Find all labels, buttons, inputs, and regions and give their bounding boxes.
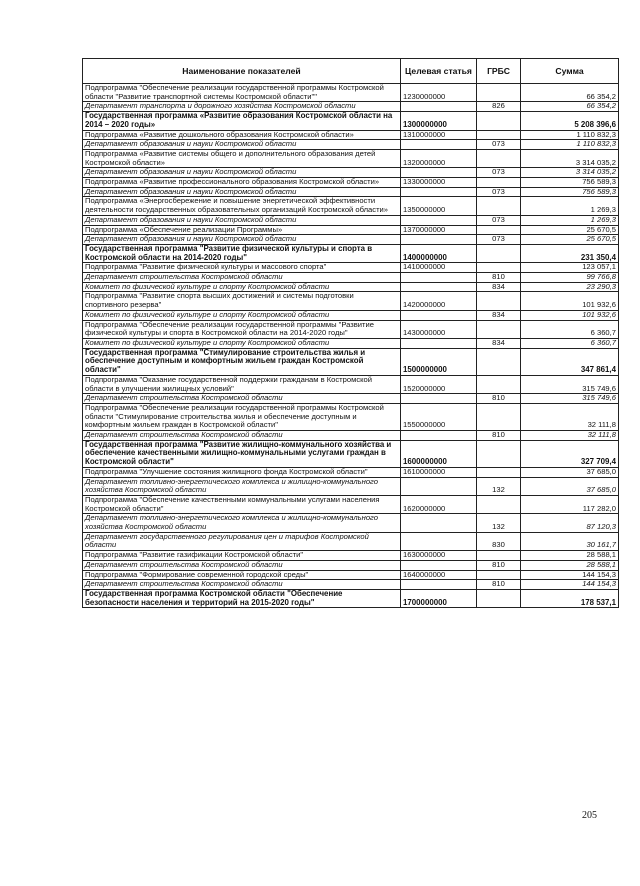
cell-grbs: 810 [477,431,521,441]
cell-target-article [401,532,477,550]
cell-target-article: 1430000000 [401,320,477,338]
table-row [83,560,619,570]
cell-name: Департамент образования и науки Костромской области [83,168,401,178]
cell-sum: 123 057,1 [521,263,619,273]
table-row [83,467,619,477]
table-row [83,273,619,283]
header-name: Наименование показателей [83,59,401,84]
table-row [83,310,619,320]
cell-sum: 178 537,1 [521,589,619,607]
cell-grbs: 810 [477,580,521,590]
cell-target-article: 1420000000 [401,292,477,310]
cell-name: Департамент образования и науки Костромской области [83,215,401,225]
cell-sum: 1 110 832,3 [521,140,619,150]
table-row [83,431,619,441]
header-code: Целевая статья [401,59,477,84]
table-header-row [83,59,619,84]
cell-sum: 347 861,4 [521,348,619,375]
cell-name: Департамент образования и науки Костромской области [83,140,401,150]
table-row [83,570,619,580]
cell-name: Подпрограмма "Обеспечение качественными коммунальными услугами населения Костромской области" [83,495,401,513]
cell-sum: 144 154,3 [521,580,619,590]
table-row [83,477,619,495]
cell-target-article: 1310000000 [401,130,477,140]
cell-name: Подпрограмма «Развитие профессионального образования Костромской области» [83,178,401,188]
cell-target-article [401,140,477,150]
cell-target-article [401,273,477,283]
table-row [83,235,619,245]
cell-grbs: 073 [477,168,521,178]
cell-target-article [401,338,477,348]
table-body [83,84,619,608]
cell-grbs: 834 [477,338,521,348]
cell-target-article: 1600000000 [401,440,477,467]
cell-target-article [401,282,477,292]
table-row [83,149,619,167]
cell-target-article [401,560,477,570]
cell-sum: 6 360,7 [521,320,619,338]
cell-name: Государственная программа Костромской области "Обеспечение безопасности населения и территорий на 2015-2020 годы" [83,589,401,607]
table-row [83,495,619,513]
cell-name: Департамент государственного регулирования цен и тарифов Костромской области [83,532,401,550]
cell-sum: 99 766,8 [521,273,619,283]
cell-name: Департамент топливно-энергетического комплекса и жилищно-коммунального хозяйства Костромской области [83,514,401,532]
cell-name: Государственная программа «Развитие образования Костромской области на 2014 – 2020 годы» [83,112,401,130]
cell-name: Государственная программа "Развитие физической культуры и спорта в Костромской области на 2014-2020 годы" [83,244,401,262]
cell-grbs [477,440,521,467]
cell-grbs [477,495,521,513]
cell-sum: 23 290,3 [521,282,619,292]
cell-sum: 66 354,2 [521,84,619,102]
cell-target-article: 1330000000 [401,178,477,188]
table-row [83,263,619,273]
table-row [83,244,619,262]
cell-target-article [401,102,477,112]
cell-name: Подпрограмма "Формирование современной городской среды" [83,570,401,580]
cell-name: Департамент строительства Костромской области [83,560,401,570]
cell-name: Подпрограмма "Обеспечение реализации государственной программы Костромской области "Стимулирование строительства жилья и обеспечение доступным и комфортным жильем граждан в Костромской области" [83,403,401,430]
table-row [83,394,619,404]
table-row [83,168,619,178]
cell-grbs [477,403,521,430]
cell-sum: 1 269,3 [521,197,619,215]
cell-name: Комитет по физической культуре и спорту Костромской области [83,310,401,320]
cell-grbs [477,551,521,561]
table-row [83,282,619,292]
cell-grbs: 132 [477,477,521,495]
cell-name: Подпрограмма "Развитие физической культуры и массового спорта" [83,263,401,273]
cell-target-article: 1370000000 [401,225,477,235]
cell-target-article [401,310,477,320]
table-row [83,187,619,197]
cell-sum: 37 685,0 [521,477,619,495]
header-sum: Сумма [521,59,619,84]
cell-grbs: 826 [477,102,521,112]
cell-grbs: 073 [477,140,521,150]
cell-name: Подпрограмма «Энергосбережение и повышение энергетической эффективности деятельности государственных образовательных организаций Костромской области» [83,197,401,215]
cell-name: Департамент строительства Костромской области [83,394,401,404]
cell-grbs: 073 [477,235,521,245]
cell-sum: 756 589,3 [521,187,619,197]
cell-grbs [477,84,521,102]
cell-target-article [401,580,477,590]
cell-target-article [401,431,477,441]
cell-sum: 144 154,3 [521,570,619,580]
cell-grbs: 073 [477,215,521,225]
cell-target-article: 1700000000 [401,589,477,607]
cell-grbs [477,320,521,338]
cell-target-article [401,187,477,197]
cell-grbs: 132 [477,514,521,532]
cell-sum: 1 110 832,3 [521,130,619,140]
cell-grbs: 834 [477,282,521,292]
cell-sum: 30 161,7 [521,532,619,550]
cell-grbs [477,375,521,393]
cell-target-article: 1620000000 [401,495,477,513]
cell-name: Подпрограмма "Обеспечение реализации государственной программы Костромской области "Развитие транспортной системы Костромской области"" [83,84,401,102]
cell-sum: 756 589,3 [521,178,619,188]
cell-name: Департамент образования и науки Костромской области [83,187,401,197]
table-row [83,215,619,225]
cell-grbs: 834 [477,310,521,320]
cell-grbs [477,178,521,188]
table-row [83,112,619,130]
cell-sum: 231 350,4 [521,244,619,262]
table-row [83,375,619,393]
cell-target-article [401,514,477,532]
cell-grbs: 073 [477,187,521,197]
table-row [83,580,619,590]
table-row [83,338,619,348]
cell-target-article: 1230000000 [401,84,477,102]
cell-grbs [477,130,521,140]
table-row [83,84,619,102]
cell-grbs [477,149,521,167]
budget-table-page [82,58,618,608]
table-row [83,403,619,430]
cell-sum: 315 749,6 [521,394,619,404]
cell-name: Департамент строительства Костромской области [83,273,401,283]
cell-target-article: 1320000000 [401,149,477,167]
cell-name: Подпрограмма «Развитие дошкольного образования Костромской области» [83,130,401,140]
cell-sum: 6 360,7 [521,338,619,348]
cell-name: Комитет по физической культуре и спорту Костромской области [83,338,401,348]
cell-target-article: 1630000000 [401,551,477,561]
cell-sum: 25 670,5 [521,235,619,245]
cell-name: Подпрограмма "Оказание государственной поддержки гражданам в Костромской области в улучшении жилищных условий" [83,375,401,393]
cell-name: Подпрограмма "Развитие газификации Костромской области" [83,551,401,561]
cell-sum: 117 282,0 [521,495,619,513]
header-grbs: ГРБС [477,59,521,84]
cell-grbs: 810 [477,394,521,404]
cell-grbs [477,244,521,262]
table-row [83,348,619,375]
cell-name: Комитет по физической культуре и спорту Костромской области [83,282,401,292]
cell-name: Департамент строительства Костромской области [83,431,401,441]
cell-grbs [477,467,521,477]
table-row [83,514,619,532]
cell-name: Подпрограмма «Развитие системы общего и дополнительного образования детей Костромской области» [83,149,401,167]
cell-name: Департамент строительства Костромской области [83,580,401,590]
cell-grbs [477,589,521,607]
page-number: 205 [582,810,597,821]
table-row [83,130,619,140]
cell-sum: 5 208 396,6 [521,112,619,130]
table-row [83,589,619,607]
table-row [83,320,619,338]
cell-sum: 327 709,4 [521,440,619,467]
cell-name: Подпрограмма "Развитие спорта высших достижений и системы подготовки спортивного резерва" [83,292,401,310]
cell-target-article [401,168,477,178]
table-row [83,102,619,112]
cell-name: Департамент образования и науки Костромской области [83,235,401,245]
table-row [83,551,619,561]
cell-name: Государственная программа "Стимулирование строительства жилья и обеспечение доступным и комфортным жильем граждан Костромской области" [83,348,401,375]
cell-sum: 1 269,3 [521,215,619,225]
cell-grbs [477,112,521,130]
cell-name: Государственная программа "Развитие жилищно-коммунального хозяйства и обеспечение качественными жилищно-коммунальными услугами граждан в Костромской области" [83,440,401,467]
cell-sum: 3 314 035,2 [521,168,619,178]
cell-sum: 37 685,0 [521,467,619,477]
cell-sum: 28 588,1 [521,551,619,561]
cell-target-article: 1500000000 [401,348,477,375]
cell-target-article: 1520000000 [401,375,477,393]
cell-sum: 28 588,1 [521,560,619,570]
cell-grbs [477,225,521,235]
cell-target-article: 1400000000 [401,244,477,262]
cell-grbs [477,263,521,273]
cell-sum: 3 314 035,2 [521,149,619,167]
cell-grbs: 810 [477,273,521,283]
cell-sum: 101 932,6 [521,292,619,310]
cell-sum: 101 932,6 [521,310,619,320]
cell-target-article: 1610000000 [401,467,477,477]
table-row [83,225,619,235]
cell-target-article: 1550000000 [401,403,477,430]
cell-sum: 32 111,8 [521,431,619,441]
cell-grbs [477,292,521,310]
budget-table [82,58,619,608]
cell-target-article [401,215,477,225]
cell-name: Подпрограмма «Обеспечение реализации Программы» [83,225,401,235]
cell-target-article: 1640000000 [401,570,477,580]
table-row [83,197,619,215]
cell-target-article: 1410000000 [401,263,477,273]
cell-target-article: 1350000000 [401,197,477,215]
cell-sum: 32 111,8 [521,403,619,430]
cell-name: Департамент топливно-энергетического комплекса и жилищно-коммунального хозяйства Костромской области [83,477,401,495]
cell-name: Подпрограмма "Обеспечение реализации государственной программы "Развитие физической культуры и спорта в Костромской области на 2014-2020 годы" [83,320,401,338]
cell-name: Подпрограмма "Улучшение состояния жилищного фонда Костромской области" [83,467,401,477]
cell-grbs: 830 [477,532,521,550]
cell-sum: 25 670,5 [521,225,619,235]
table-row [83,140,619,150]
cell-sum: 87 120,3 [521,514,619,532]
cell-target-article: 1300000000 [401,112,477,130]
cell-grbs: 810 [477,560,521,570]
table-row [83,532,619,550]
cell-name: Департамент транспорта и дорожного хозяйства Костромской области [83,102,401,112]
cell-target-article [401,235,477,245]
cell-grbs [477,197,521,215]
table-row [83,440,619,467]
table-row [83,178,619,188]
cell-grbs [477,348,521,375]
cell-target-article [401,394,477,404]
cell-sum: 315 749,6 [521,375,619,393]
table-row [83,292,619,310]
cell-target-article [401,477,477,495]
cell-grbs [477,570,521,580]
cell-sum: 66 354,2 [521,102,619,112]
